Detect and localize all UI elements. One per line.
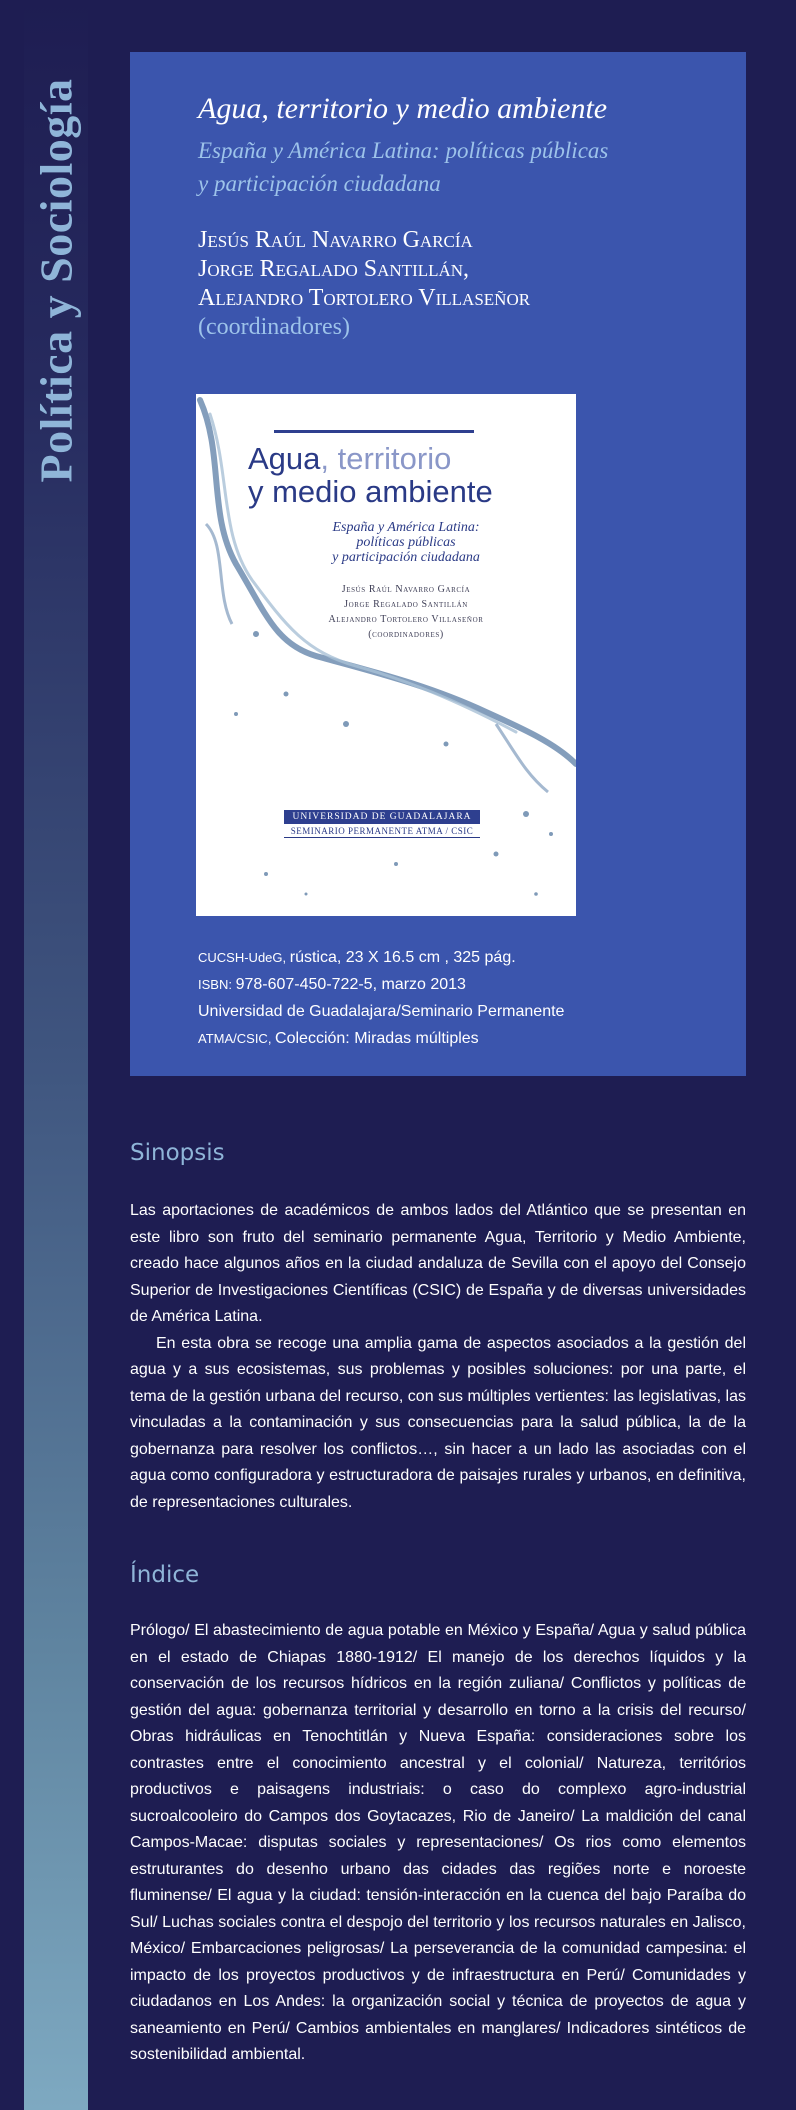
sinopsis-heading: Sinopsis [130, 1140, 225, 1166]
author-role: (coordinadores) [198, 314, 350, 340]
publication-details [198, 944, 718, 1052]
book-subtitle-line: y participación ciudadana [198, 171, 441, 196]
cover-subtitle [256, 520, 556, 565]
cover-author: Jesús Raúl Navarro García [341, 584, 471, 595]
pub-line: ATMA/CSIC, Colección: Miradas múltiples [198, 1030, 479, 1047]
book-subtitle [198, 134, 718, 200]
sinopsis-paragraph: Las aportaciones de académicos de ambos lados del Atlántico que se presentan en este libro son fruto del seminario permanente Agua, Territorio y Medio Ambiente, creado hace algunos años en la ciudad andaluza de Sevilla con el apoyo del Consejo Superior de Investigaciones Científicas (CSIC) de España y de diversas universidades de América Latina. [130, 1202, 746, 1325]
cover-subtitle-line: España y América Latina: [332, 520, 480, 535]
book-cover-image [196, 394, 576, 916]
cover-authors [256, 582, 556, 642]
indice-paragraph: Prólogo/ El abastecimiento de agua potable en México y España/ Agua y salud pública en el estado de Chiapas 1880-1912/ El manejo de los derechos líquidos y la conservación de los recursos hídricos en la región zuliana/ Conflictos y políticas de gestión del agua: gobernanza territorial y desarrollo en torno a la crisis del recurso/ Obras hidráulicas en Tenochtitlán y Nueva España: consideraciones sobre los contrastes entre el conocimiento ancestral y el colonial/ Natureza, territórios productivos e paisagens industriais: o caso do complexo agro-industrial sucroalcooleiro do Campos dos Goytacazes, Rio de Janeiro/ La maldición del canal Campos-Macae: disputas sociales y representaciones/ Os rios como elementos estruturantes do desenho urbano das cidades das regiões norte e noroeste fluminense/ El agua y la ciudad: tensión-interacción en la cuenca del bajo Paraíba do Sul/ Luchas sociales contra el despojo del territorio y los recursos naturales en Jalisco, México/ Embarcaciones peligrosas/ La perseverancia de la comunidad campesina: el impacto de los proyectos productivos y de infraestructura en Perú/ Comunidades y ciudadanos en Los Andes: la organización social y técnica de proyectos de agua y saneamiento en Perú/ Cambios ambientales en manglares/ Indicadores sintéticos de sostenibilidad ambiental. [130, 1622, 746, 2063]
sinopsis-paragraph: En esta obra se recoge una amplia gama de aspectos asociados a la gestión del agua y a sus ecosistemas, sus problemas y posibles soluciones: por una parte, el tema de la gestión urbana del recurso, con sus múltiples vertientes: las legislativas, las vinculadas a la contaminación y sus consecuencias para la salud pública, la de la gobernanza para resolver los conflictos…, sin hacer a un lado las asociadas con el agua como configuradora y estructuradora de paisajes rurales y urbanos, en definitiva, de representaciones culturales. [130, 1334, 746, 1511]
pub-line: CUCSH-UdeG, rústica, 23 X 16.5 cm , 325 pág. [198, 949, 516, 966]
author-name: Alejandro Tortolero Villaseñor [198, 285, 531, 311]
cover-publisher: UNIVERSIDAD DE GUADALAJARA [284, 810, 480, 824]
cover-title-part: y medio ambiente [248, 474, 493, 509]
cover-subtitle-line: políticas públicas [356, 535, 456, 550]
sinopsis-text [130, 1198, 746, 1516]
cover-rule [274, 430, 474, 433]
section-vertical-title [28, 50, 84, 510]
book-title: Agua, territorio y medio ambiente [198, 92, 608, 125]
author-name: Jesús Raúl Navarro García [198, 227, 473, 253]
pub-line: ISBN: 978-607-450-722-5, marzo 2013 [198, 976, 466, 993]
cover-author: Jorge Regalado Santillán [344, 599, 468, 610]
book-authors [198, 226, 718, 342]
section-title-text: Política y Sociología [30, 77, 82, 483]
cover-title [248, 442, 568, 508]
cover-author: Alejandro Tortolero Villaseñor [328, 614, 484, 625]
cover-seminar: SEMINARIO PERMANENTE ATMA / CSIC [284, 826, 480, 838]
book-info-panel [130, 52, 746, 1076]
indice-heading: Índice [130, 1562, 200, 1588]
indice-text [130, 1618, 746, 2069]
cover-title-part: , territorio [320, 441, 452, 476]
author-name: Jorge Regalado Santillán, [198, 256, 470, 282]
pub-line: Universidad de Guadalajara/Seminario Permanente [198, 1003, 565, 1020]
cover-author-role: (coordinadores) [368, 629, 444, 640]
cover-title-part: Agua [248, 441, 321, 476]
cover-subtitle-line: y participación ciudadana [332, 550, 480, 565]
book-subtitle-line: España y América Latina: políticas públicas [198, 138, 609, 163]
